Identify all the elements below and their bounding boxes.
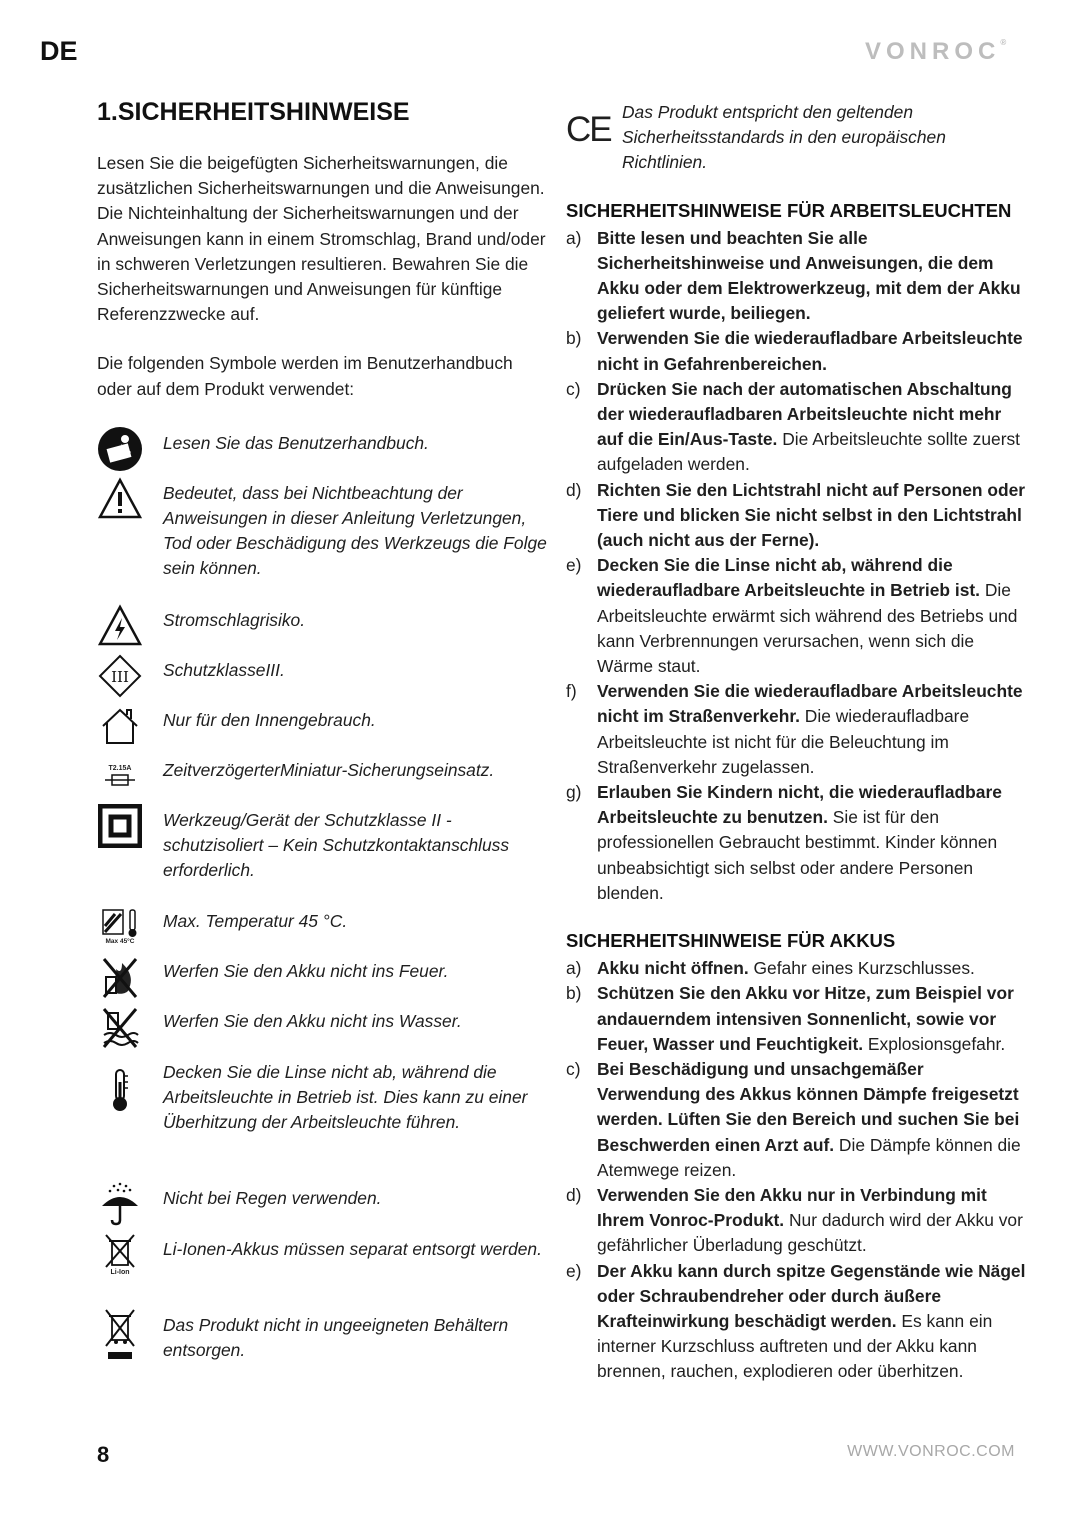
symbol-text: ZeitverzögerterMiniatur-Sicherungseinsatz. xyxy=(163,759,495,780)
symbol-row xyxy=(97,653,547,703)
left-column xyxy=(97,98,547,1368)
symbol-row xyxy=(97,426,547,476)
symbol-row xyxy=(97,1308,547,1368)
symbol-text: Nicht bei Regen verwenden. xyxy=(163,1187,382,1208)
fuse-icon-label: T2.15A xyxy=(108,764,132,772)
warning-triangle-icon xyxy=(97,476,143,522)
fuse-icon xyxy=(97,753,143,799)
symbol-row xyxy=(97,1004,547,1055)
list-item: d) Richten Sie den Lichtstrahl nicht auf Personen oder Tiere und blicken Sie nicht selbst in den Lichtstrahl (auch nicht aus der Ferne). xyxy=(566,479,1026,551)
list-item: a) Akku nicht öffnen. Gefahr eines Kurzschlusses. xyxy=(566,958,975,979)
list-item: b) Schützen Sie den Akku vor Hitze, zum Beispiel vor andauerndem intensiven Sonnenlicht, sowie vor Feuer, Wasser und Feuchtigkeit. Explosionsgefahr. xyxy=(566,983,1014,1054)
symbol-text: Decken Sie die Linse nicht ab, während die Arbeitsleuchte in Betrieb ist. Dies kann zu einer Überhitzung der Arbeitsleuchte führen. xyxy=(163,1061,528,1133)
brand-name: VONROC xyxy=(865,38,1001,65)
symbol-text: Nur für den Innengebrauch. xyxy=(163,709,376,730)
symbol-text: Werfen Sie den Akku nicht ins Wasser. xyxy=(163,1010,462,1031)
section-title: 1.SICHERHEITSHINWEISE xyxy=(97,98,410,126)
indoor-use-icon xyxy=(97,703,143,749)
weee-bin-icon xyxy=(97,1308,143,1360)
symbol-row xyxy=(97,603,547,653)
no-fire-icon xyxy=(97,954,143,1000)
list-item: c) Bei Beschädigung und unsachgemäßer Verwendung des Akkus können Dämpfe freigesetzt werden. Lüften Sie den Bereich und suchen Sie bei Beschwerden einen Arzt auf. Die Dämpfe können die Atemwege reizen. xyxy=(566,1058,1021,1180)
ce-mark-icon: CE xyxy=(566,110,611,149)
electric-shock-icon xyxy=(97,603,143,649)
symbol-row xyxy=(97,476,547,603)
brand-logo xyxy=(865,38,1006,66)
symbol-text: Stromschlagrisiko. xyxy=(163,609,306,630)
list-item: b) Verwenden Sie die wiederaufladbare Arbeitsleuchte nicht in Gefahrenbereichen. xyxy=(566,328,1023,374)
no-rain-icon xyxy=(97,1181,143,1227)
li-ion-icon-label: Li-Ion xyxy=(110,1268,130,1276)
symbol-row xyxy=(97,803,547,904)
list-item: d) Verwenden Sie den Akku nur in Verbindung mit Ihrem Vonroc-Produkt. Nur dadurch wird der Akku vor gefährlicher Überladung geschützt. xyxy=(566,1184,1023,1256)
no-water-icon xyxy=(97,1004,143,1050)
symbol-text: Werkzeug/Gerät der Schutzklasse II - schutzisoliert – Kein Schutzkontaktanschluss erforderlich. xyxy=(163,809,510,881)
max-temperature-icon-label: Max 45°C xyxy=(105,937,135,945)
protection-class-iii-icon xyxy=(97,653,143,699)
svg-text:III: III xyxy=(111,667,129,686)
list-item: e) Der Akku kann durch spitze Gegenstände wie Nägel oder Schraubendreher oder durch äußere Krafteinwirkung beschädigt werden. Es kann ein interner Kurzschluss auftreten und der Akku kann brennen, rauchen, explodieren oder überhitzen. xyxy=(566,1260,1026,1382)
intro-paragraph: Lesen Sie die beigefügten Sicherheitswarnungen, die zusätzlichen Sicherheitswarnungen und die Anweisungen. Die Nichteinhaltung der Sicherheitswarnungen und der Anweisungen kann in einem Stromschlag, Brand und/oder in schweren Verletzungen resultieren. Bewahren Sie die Sicherheitswarnungen und Anweisungen für künftige Referenzzwecke auf. xyxy=(97,153,546,325)
list-item: a) Bitte lesen und beachten Sie alle Sicherheitshinweise und Anweisungen, die dem Akku oder dem Elektrowerkzeug, mit dem der Akku geliefert wurde, beiliegen. xyxy=(566,227,1021,324)
right-column xyxy=(566,100,1026,1385)
symbol-row xyxy=(97,1232,547,1308)
ce-text: Das Produkt entspricht den geltenden Sicherheitsstandards in den europäischen Richtlinien. xyxy=(622,102,946,173)
symbol-row xyxy=(97,1181,547,1232)
symbol-text: Das Produkt nicht in ungeeigneten Behältern entsorgen. xyxy=(163,1314,509,1361)
thermometer-icon xyxy=(97,1055,143,1113)
symbol-row xyxy=(97,954,547,1004)
max-temperature-icon xyxy=(97,904,143,950)
language-code: DE xyxy=(40,36,78,66)
protection-class-ii-icon xyxy=(97,803,143,849)
footer-url: WWW.VONROC.COM xyxy=(847,1443,1015,1460)
symbol-text: SchutzklasseIII. xyxy=(163,659,285,680)
read-manual-icon xyxy=(97,426,143,472)
brand-registered-mark: ® xyxy=(1000,38,1007,47)
page-number: 8 xyxy=(97,1442,110,1467)
symbol-row xyxy=(97,1055,547,1181)
list-item: c) Drücken Sie nach der automatischen Abschaltung der wiederaufladbaren Arbeitsleuchte nicht mehr auf die Ein/Aus-Taste. Die Arbeitsleuchte sollte zuerst aufgeladen werden. xyxy=(566,378,1021,475)
li-ion-disposal-icon xyxy=(97,1232,143,1278)
symbol-row xyxy=(97,703,547,753)
worklight-heading: SICHERHEITSHINWEISE FÜR ARBEITSLEUCHTEN xyxy=(566,199,1012,221)
list-item: e) Decken Sie die Linse nicht ab, während die wiederaufladbare Arbeitsleuchte in Betrieb ist. Die Arbeitsleuchte erwärmt sich während des Betriebs und kann Verbrennungen verursachen, wenn sich die Wärme staut. xyxy=(566,555,1018,677)
list-item: f) Verwenden Sie die wiederaufladbare Arbeitsleuchte nicht im Straßenverkehr. Die wiederaufladbare Arbeitsleuchte ist nicht für die Beleuchtung im Straßenverkehr zugelassen. xyxy=(566,681,1023,777)
list-item: g) Erlauben Sie Kindern nicht, die wiederaufladbare Arbeitsleuchte zu benutzen. Sie ist für den professionellen Gebraucht bestimmt. Kinder können unbeabsichtigt sich selbst oder andere Personen blenden. xyxy=(566,782,1002,903)
ce-statement xyxy=(566,100,1026,176)
symbol-text: Werfen Sie den Akku nicht ins Feuer. xyxy=(163,960,449,981)
symbol-text: Li-Ionen-Akkus müssen separat entsorgt werden. xyxy=(163,1238,542,1259)
symbol-row xyxy=(97,904,547,954)
symbol-text: Bedeutet, dass bei Nichtbeachtung der Anweisungen in dieser Anleitung Verletzungen, Tod oder Beschädigung des Werkzeugs die Folge sein können. xyxy=(163,482,547,579)
symbol-text: Lesen Sie das Benutzerhandbuch. xyxy=(163,432,429,453)
symbol-row xyxy=(97,753,547,803)
battery-heading: SICHERHEITSHINWEISE FÜR AKKUS xyxy=(566,930,896,952)
symbol-text: Max. Temperatur 45 °C. xyxy=(163,910,348,931)
symbols-intro: Die folgenden Symbole werden im Benutzerhandbuch oder auf dem Produkt verwendet: xyxy=(97,353,513,399)
